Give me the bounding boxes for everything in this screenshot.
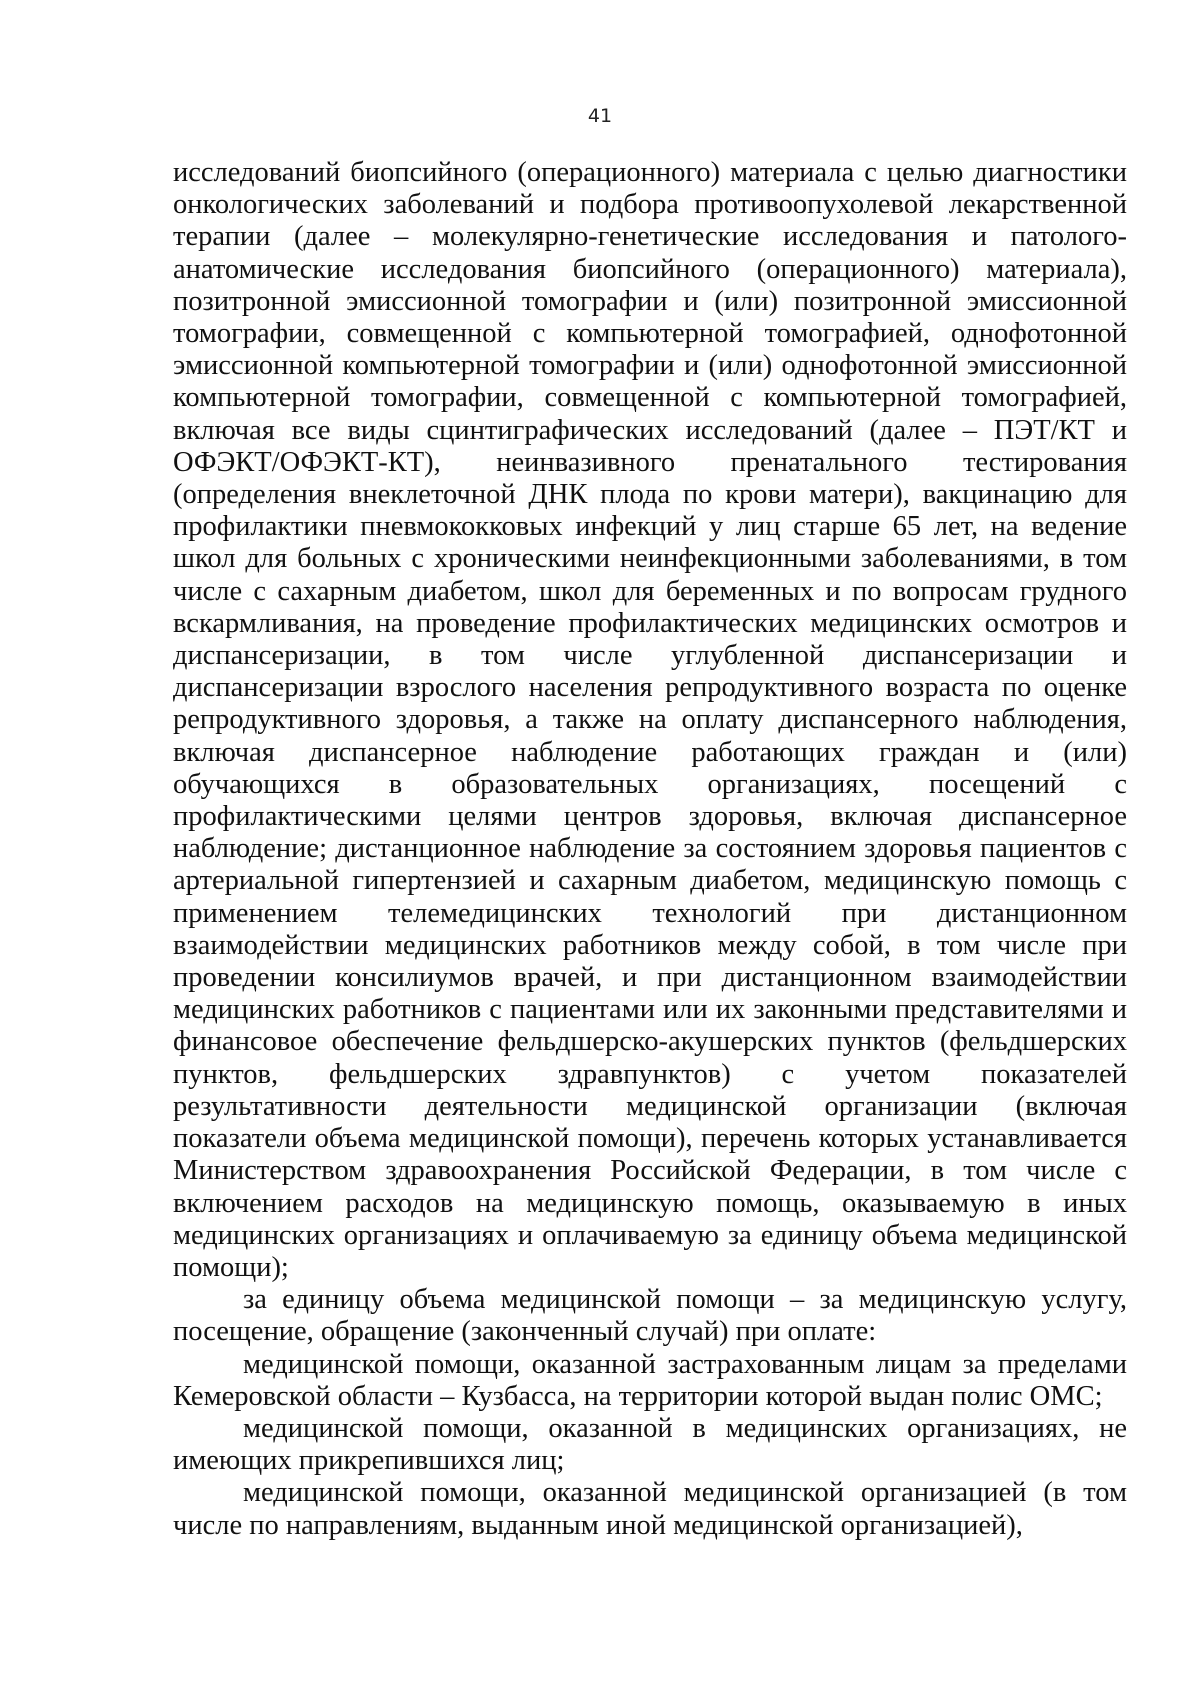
document-body — [173, 157, 1127, 1542]
paragraph-continuation: исследований биопсийного (операционного) материала с целью диагностики онкологических заболеваний и подбора противоопухолевой лекарственной терапии (далее – молекулярно-генетические исследования и патолого-анатомические исследования биопсийного (операционного) материала), позитронной эмиссионной томографии и (или) позитронной эмиссионной томографии, совмещенной с компьютерной томографией, однофотонной эмиссионной компьютерной томографии и (или) однофотонной эмиссионной компьютерной томографии, совмещенной с компьютерной томографией, включая все виды сцинтиграфических исследований (далее – ПЭТ/КТ и ОФЭКТ/ОФЭКТ-КТ), неинвазивного пренатального тестирования (определения внеклеточной ДНК плода по крови матери), вакцинацию для профилактики пневмококковых инфекций у лиц старше 65 лет, на ведение школ для больных с хроническими неинфекционными заболеваниями, в том числе с сахарным диабетом, школ для беременных и по вопросам грудного вскармливания, на проведение профилактических медицинских осмотров и диспансеризации, в том числе углубленной диспансеризации и диспансеризации взрослого населения репродуктивного возраста по оценке репродуктивного здоровья, а также на оплату диспансерного наблюдения, включая диспансерное наблюдение работающих граждан и (или) обучающихся в образовательных организациях, посещений с профилактическими целями центров здоровья, включая диспансерное наблюдение; дистанционное наблюдение за состоянием здоровья пациентов с артериальной гипертензией и сахарным диабетом, медицинскую помощь с применением телемедицинских технологий при дистанционном взаимодействии медицинских работников между собой, в том числе при проведении консилиумов врачей, и при дистанционном взаимодействии медицинских работников с пациентами или их законными представителями и финансовое обеспечение фельдшерско-акушерских пунктов (фельдшерских пунктов, фельдшерских здравпунктов) с учетом показателей результативности деятельности медицинской организации (включая показатели объема медицинской помощи), перечень которых устанавливается Министерством здравоохранения Российской Федерации, в том числе с включением расходов на медицинскую помощь, оказываемую в иных медицинских организациях и оплачиваемую за единицу объема медицинской помощи); — [173, 157, 1127, 1283]
page-number: 41 — [587, 105, 613, 127]
paragraph-no-attached-persons: медицинской помощи, оказанной в медицинских организациях, не имеющих прикрепившихся лиц; — [173, 1412, 1127, 1477]
paragraph-by-referral: медицинской помощи, оказанной медицинской организацией (в том числе по направлениям, выданным иной медицинской организацией), — [173, 1477, 1127, 1541]
paragraph-unit-of-volume: за единицу объема медицинской помощи – за медицинскую услугу, посещение, обращение (законченный случай) при оплате: — [173, 1284, 1127, 1348]
paragraph-outside-region: медицинской помощи, оказанной застрахованным лицам за пределами Кемеровской области – Кузбасса, на территории которой выдан полис ОМС; — [173, 1348, 1127, 1412]
